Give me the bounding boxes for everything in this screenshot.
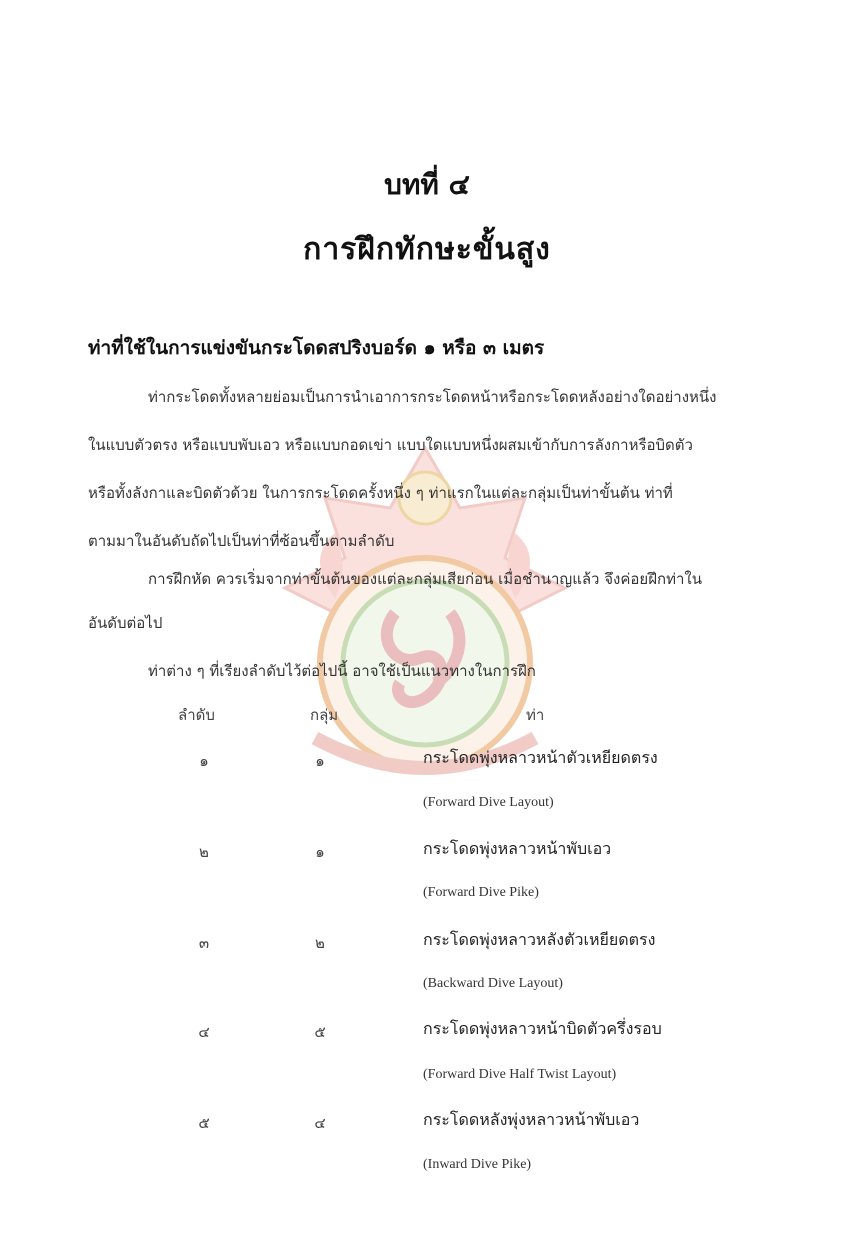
section-heading: ท่าที่ใช้ในการแข่งขันกระโดดสปริงบอร์ด ๑ หรือ ๓ เมตร <box>88 337 545 359</box>
row-group: ๕ <box>314 1023 326 1041</box>
chapter-number: บทที่ ๔ <box>384 168 470 201</box>
paragraph-line: ท่าต่าง ๆ ที่เรียงลำดับไว้ต่อไปนี้ อาจใช้เป็นแนวทางในการฝึก <box>148 662 536 680</box>
row-group: ๑ <box>315 752 325 770</box>
dive-name-thai: กระโดดหลังพุ่งหลาวหน้าพับเอว <box>423 1110 640 1129</box>
row-group: ๑ <box>315 843 325 861</box>
chapter-title: การฝึกทักษะขั้นสูง <box>303 232 551 267</box>
dive-name-thai: กระโดดพุ่งหลาวหน้าบิดตัวครึ่งรอบ <box>423 1019 662 1038</box>
row-order: ๔ <box>198 1023 210 1041</box>
dive-name-english: (Forward Dive Pike) <box>423 885 539 900</box>
row-order: ๓ <box>198 934 210 952</box>
column-header-group: กลุ่ม <box>310 706 339 724</box>
column-header-order: ลำดับ <box>178 706 215 724</box>
dive-name-thai: กระโดดพุ่งหลาวหลังตัวเหยียดตรง <box>423 930 656 949</box>
dive-name-english: (Forward Dive Half Twist Layout) <box>423 1067 617 1082</box>
paragraph-line: การฝึกหัด ควรเริ่มจากท่าขั้นต้นของแต่ละกลุ่มเสียก่อน เมื่อชำนาญแล้ว จึงค่อยฝึกท่าใน <box>148 570 702 588</box>
dive-name-thai: กระโดดพุ่งหลาวหน้าพับเอว <box>423 839 612 858</box>
paragraph-line: ตามมาในอันดับถัดไปเป็นท่าที่ซ้อนขึ้นตามลำดับ <box>88 532 395 550</box>
dive-name-english: (Inward Dive Pike) <box>423 1157 532 1172</box>
dive-name-thai: กระโดดพุ่งหลาวหน้าตัวเหยียดตรง <box>423 748 658 767</box>
paragraph-line: อันดับต่อไป <box>88 614 163 632</box>
row-group: ๔ <box>314 1114 326 1132</box>
dive-name-english: (Forward Dive Layout) <box>423 795 554 810</box>
paragraph-line: ท่ากระโดดทั้งหลายย่อมเป็นการนำเอาการกระโดดหน้าหรือกระโดดหลังอย่างใดอย่างหนึ่ง <box>148 388 717 406</box>
column-header-dive: ท่า <box>526 706 545 724</box>
row-order: ๕ <box>198 1114 210 1132</box>
paragraph-line: ในแบบตัวตรง หรือแบบพับเอว หรือแบบกอดเข่า แบบใดแบบหนึ่งผสมเข้ากับการลังกาหรือบิดตัว <box>88 436 693 454</box>
row-group: ๒ <box>315 934 325 952</box>
dive-name-english: (Backward Dive Layout) <box>423 976 563 991</box>
row-order: ๑ <box>199 752 209 770</box>
row-order: ๒ <box>199 843 209 861</box>
paragraph-line: หรือทั้งลังกาและบิดตัวด้วย ในการกระโดดครั้งหนึ่ง ๆ ท่าแรกในแต่ละกลุ่มเป็นท่าขั้นต้น ท่าที่ <box>88 484 673 502</box>
